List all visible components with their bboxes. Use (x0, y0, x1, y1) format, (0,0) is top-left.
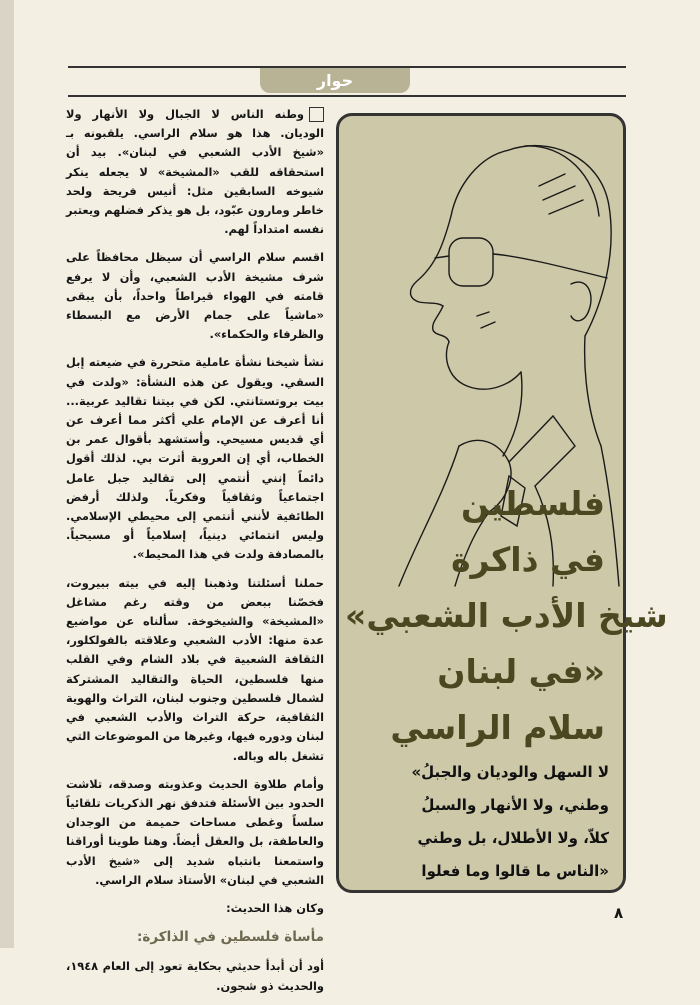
article-paragraph: اقسم سلام الراسي أن سيظل محافظاً على شرف مشيخة الأدب الشعبي، وأن لا يرفع قامته في الهواء قيراطاً واحداً، بأن يبقى «ماشياً على جمام الأرض مع البسطاء والظرفاء والحكماء». (66, 250, 324, 342)
article-paragraph (66, 105, 324, 239)
page-number: ٨ (614, 904, 624, 922)
title-line: فلسطين (461, 484, 605, 523)
article-paragraph: حملنا أسئلتنا وذهبنا إليه في بيته ببيروت، فخصّنا ببعض من وقته رغم مشاغل «المشيخة» والشيخوخة. سألناه عن مواضيع عدة منها: الأدب الشعبي وعلاقته بالفولكلور، الثقافة الشعبية في بلاد الشام وفي القلب منها فلسطين، الحياة والتقاليد المشتركة لشمال فلسطين وجنوب لبنان، التراث والهوية الثقافية، حركة التراث والأدب الشعبي في لبنان ودوره فيها، وغيرها من الموضوعات التي تشغل باله وباله. (66, 575, 324, 763)
feature-title (345, 476, 668, 756)
title-line: سلام الراسي (390, 708, 605, 747)
article-column (66, 105, 324, 1005)
quote-line: الناس ما قالوا وما فعلوا» (421, 862, 609, 880)
scan-edge (0, 0, 14, 948)
article-paragraph-text: وطنه الناس لا الجبال ولا الأنهار ولا الوديان. هذا هو سلام الراسي. يلقبونه بـ «شيخ الأدب الشعبي في لبنان». بيد أن استحقاقه للقب «المشيخة» لا يجعله ينكر شيوخه السابقين مثل: أنيس فريحة ولحد خاطر ومارون عبّود، بل هو يذكر فضلهم ويعتبر نفسه امتداداً لهم. (66, 107, 324, 237)
article-subheading: مأساة فلسطين في الذاكرة: (137, 929, 324, 946)
feature-box (336, 113, 668, 893)
quote-line: «لا السهل والوديان والجبلُ (411, 763, 609, 781)
article-paragraph: وأمام طلاوة الحديث وعذوبته وصدقه، تلاشت الحدود بين الأسئلة فتدفق نهر الذكريات تلقائياً سلساً وغطى مساحات حميمة من الوجدان والعاطفة، بل والعقل أيضاً. وهنا طوينا أوراقنا واستمعنا بانتباه شديد إلى «شيخ الأدب الشعبي في لبنان» الأستاذ سلام الراسي. (66, 776, 324, 887)
article-paragraph: أود أن أبدأ حديثي بحكاية تعود إلى العام ١٩٤٨، والحديث ذو شجون. (66, 959, 324, 993)
section-label: حوار (260, 68, 410, 93)
quote-line: وطني، ولا الأنهار والسبلُ (421, 796, 609, 814)
quote-line: كلاّ، ولا الأطلال، بل وطني (417, 829, 609, 847)
feature-quote (351, 756, 609, 888)
title-line: «شيخ الأدب الشعبي (345, 596, 668, 635)
article-paragraph: وكان هذا الحديث: (226, 900, 324, 915)
quote-mark-icon (309, 107, 324, 122)
article-paragraph: نشأ شيخنا نشأة عاملية متحررة في ضيعته إبل السقي. ويقول عن هذه النشأة: «ولدت في بيت بروتستانتي. لكن في بيتنا تقاليد عربية... أنا أعرف عن الإمام علي أكثر مما أعرف عن أي قديس مسيحي. وأستشهد بأقوال عمر بن الخطاب، أي إن العروبة أثرت بي. لذلك أقول دائماً إنني أنتمي إلى تقاليد جبل عامل اجتماعياً وثقافياً وفكرياً. ولذلك أرفض الطائفية لأنني أنتمي إلى محيطي الإسلامي. وليس انتمائي دينياً، إسلامياً أو مسيحياً. بالمصادفة ولدت في هذا المحيط». (66, 355, 324, 562)
title-line: في لبنان» (437, 652, 605, 691)
title-line: في ذاكرة (451, 540, 605, 579)
header-rule-bottom (68, 95, 626, 97)
